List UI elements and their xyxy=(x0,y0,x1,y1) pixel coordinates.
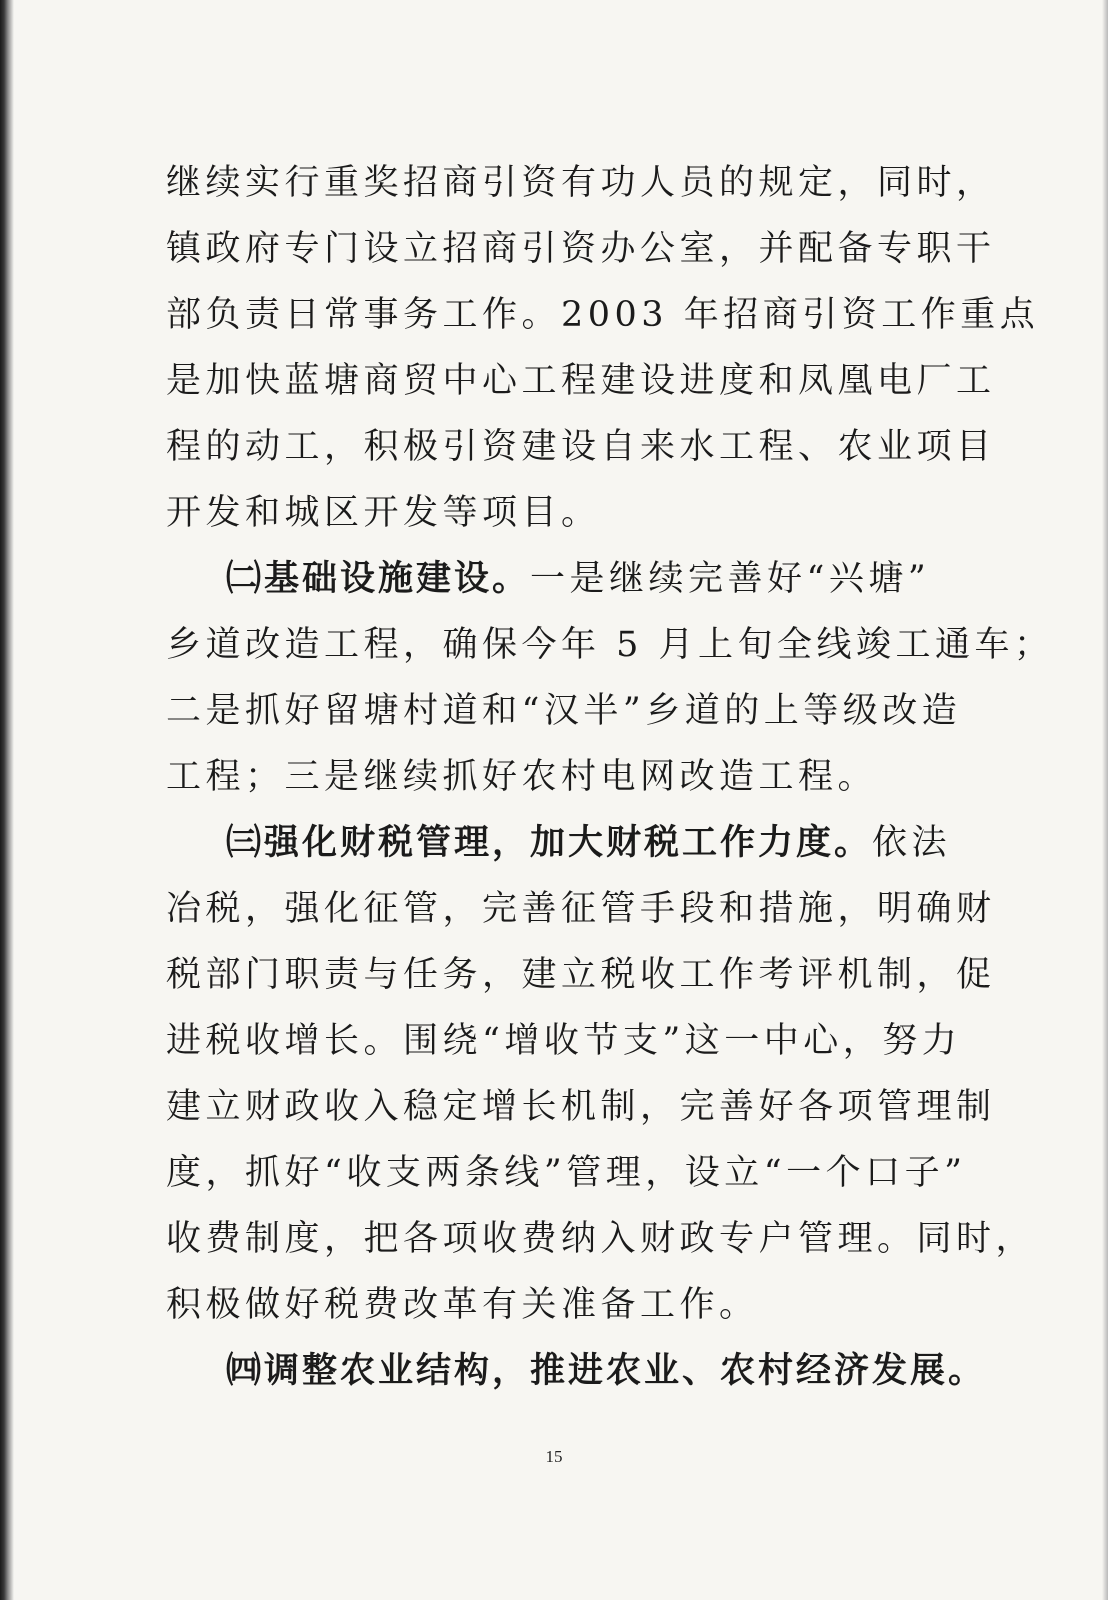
text-line: 建立财政收入稳定增长机制，完善好各项管理制 xyxy=(166,1087,996,1127)
text-span: 依法 xyxy=(872,823,952,863)
text-line: 二是抓好留塘村道和“汉半”乡道的上等级改造 xyxy=(166,691,962,731)
text-line: 继续实行重奖招商引资有功人员的规定，同时， xyxy=(166,163,996,203)
text-line: 度，抓好“收支两条线”管理，设立“一个口子” xyxy=(166,1153,967,1193)
text-line: 进税收增长。围绕“增收节支”这一中心，努力 xyxy=(166,1021,962,1061)
text-line: 工程；三是继续抓好农村电网改造工程。 xyxy=(166,757,878,797)
scan-edge-shadow xyxy=(0,0,14,1600)
text-line: 程的动工，积极引资建设自来水工程、农业项目 xyxy=(166,427,996,467)
section-heading: ㈣调整农业结构，推进农业、农村经济发展。 xyxy=(226,1350,987,1391)
paragraph-first-line xyxy=(166,1338,987,1404)
text-line: 部负责日常事务工作。2003 年招商引资工作重点 xyxy=(166,295,1040,335)
text-line: 开发和城区开发等项目。 xyxy=(166,493,601,533)
body-text xyxy=(166,150,1054,1404)
text-line: 积极做好税费改革有关准备工作。 xyxy=(166,1285,759,1325)
text-line: 冶税，强化征管，完善征管手段和措施，明确财 xyxy=(166,889,996,929)
text-line: 乡道改造工程，确保今年 5 月上旬全线竣工通车； xyxy=(166,625,1054,665)
section-heading: ㈢强化财税管理，加大财税工作力度。 xyxy=(226,822,873,863)
paragraph-first-line xyxy=(166,546,931,612)
text-line: 镇政府专门设立招商引资办公室，并配备专职干 xyxy=(166,229,996,269)
text-span: 一是继续完善好“兴塘” xyxy=(530,559,931,599)
scan-edge-shadow-right xyxy=(1102,0,1108,1600)
text-line: 税部门职责与任务，建立税收工作考评机制，促 xyxy=(166,955,996,995)
text-line: 收费制度，把各项收费纳入财政专户管理。同时， xyxy=(166,1219,1036,1259)
section-heading: ㈡基础设施建设。 xyxy=(226,558,531,599)
paragraph-first-line xyxy=(166,810,952,876)
page-number: 15 xyxy=(545,1447,563,1466)
text-line: 是加快蓝塘商贸中心工程建设进度和凤凰电厂工 xyxy=(166,361,996,401)
